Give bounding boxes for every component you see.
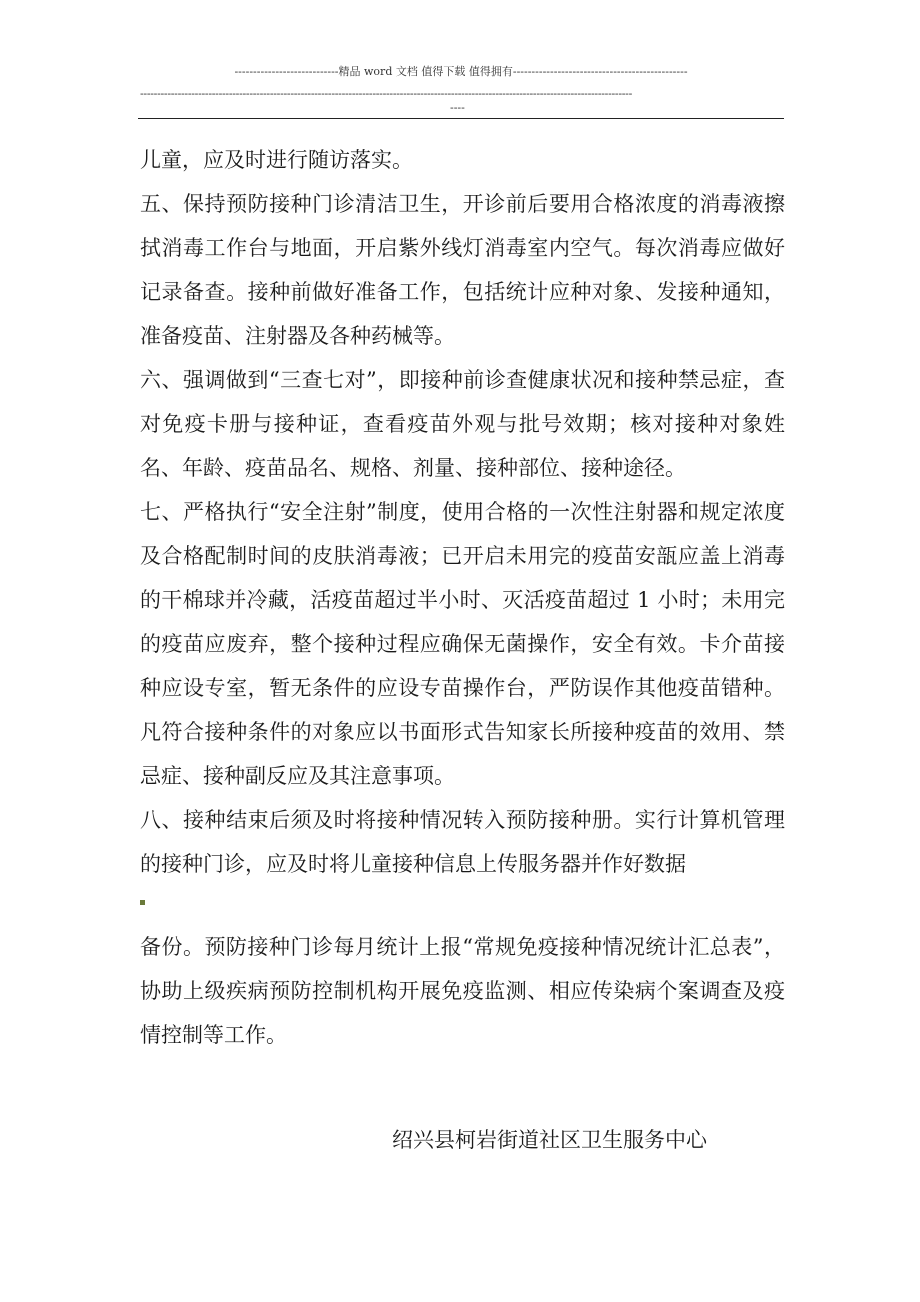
paragraph-item-7: 七、严格执行“安全注射”制度，使用合格的一次性注射器和规定浓度及合格配制时间的皮肤消毒液；已开启未用完的疫苗安瓿应盖上消毒的干棉球并冷藏，活疫苗超过半小时、灭活疫苗超过 1 小时；未用完的疫苗应废弃，整个接种过程应确保无菌操作，安全有效。卡介苗接种应设专室，暂无条件的应设专苗操作台，严防误作其他疫苗错种。凡符合接种条件的对象应以书面形式告知家长所接种疫苗的效用、禁忌症、接种副反应及其注意事项。	[140, 500, 785, 788]
paragraph-item-5: 五、保持预防接种门诊清洁卫生，开诊前后要用合格浓度的消毒液擦拭消毒工作台与地面，开启紫外线灯消毒室内空气。每次消毒应做好记录备查。接种前做好准备工作，包括统计应种对象、发接种通知，准备疫苗、注射器及各种药械等。	[140, 192, 785, 348]
header-dashes-tail: ----	[450, 101, 465, 114]
paragraph-item-6: 六、强调做到“三查七对”，即接种前诊查健康状况和接种禁忌症，查对免疫卡册与接种证，查看疫苗外观与批号效期；核对接种对象姓名、年龄、疫苗品名、规格、剂量、接种部位、接种途径。	[140, 368, 785, 480]
signature-organization: 绍兴县柯岩街道社区卫生服务中心	[392, 1128, 707, 1152]
page-break-mark	[140, 900, 145, 905]
paragraph-item-8-part2: 备份。预防接种门诊每月统计上报“常规免疫接种情况统计汇总表”，协助上级疾病预防控制机构开展免疫监测、相应传染病个案调查及疫情控制等工作。	[140, 935, 785, 1047]
document-body	[140, 138, 785, 1057]
header-dashes: ------------------------------------------------------------------------------------------------------------------------------------------------	[140, 87, 633, 100]
paragraph-continuation: 儿童，应及时进行随访落实。	[140, 148, 413, 172]
paragraph-item-8-part1: 八、接种结束后须及时将接种情况转入预防接种册。实行计算机管理的接种门诊，应及时将儿童接种信息上传服务器并作好数据	[140, 808, 785, 876]
header-banner: ----------------------------精品 word 文档 值得下载 值得拥有-----------------------------------------------	[234, 65, 688, 78]
header-rule	[138, 118, 784, 119]
